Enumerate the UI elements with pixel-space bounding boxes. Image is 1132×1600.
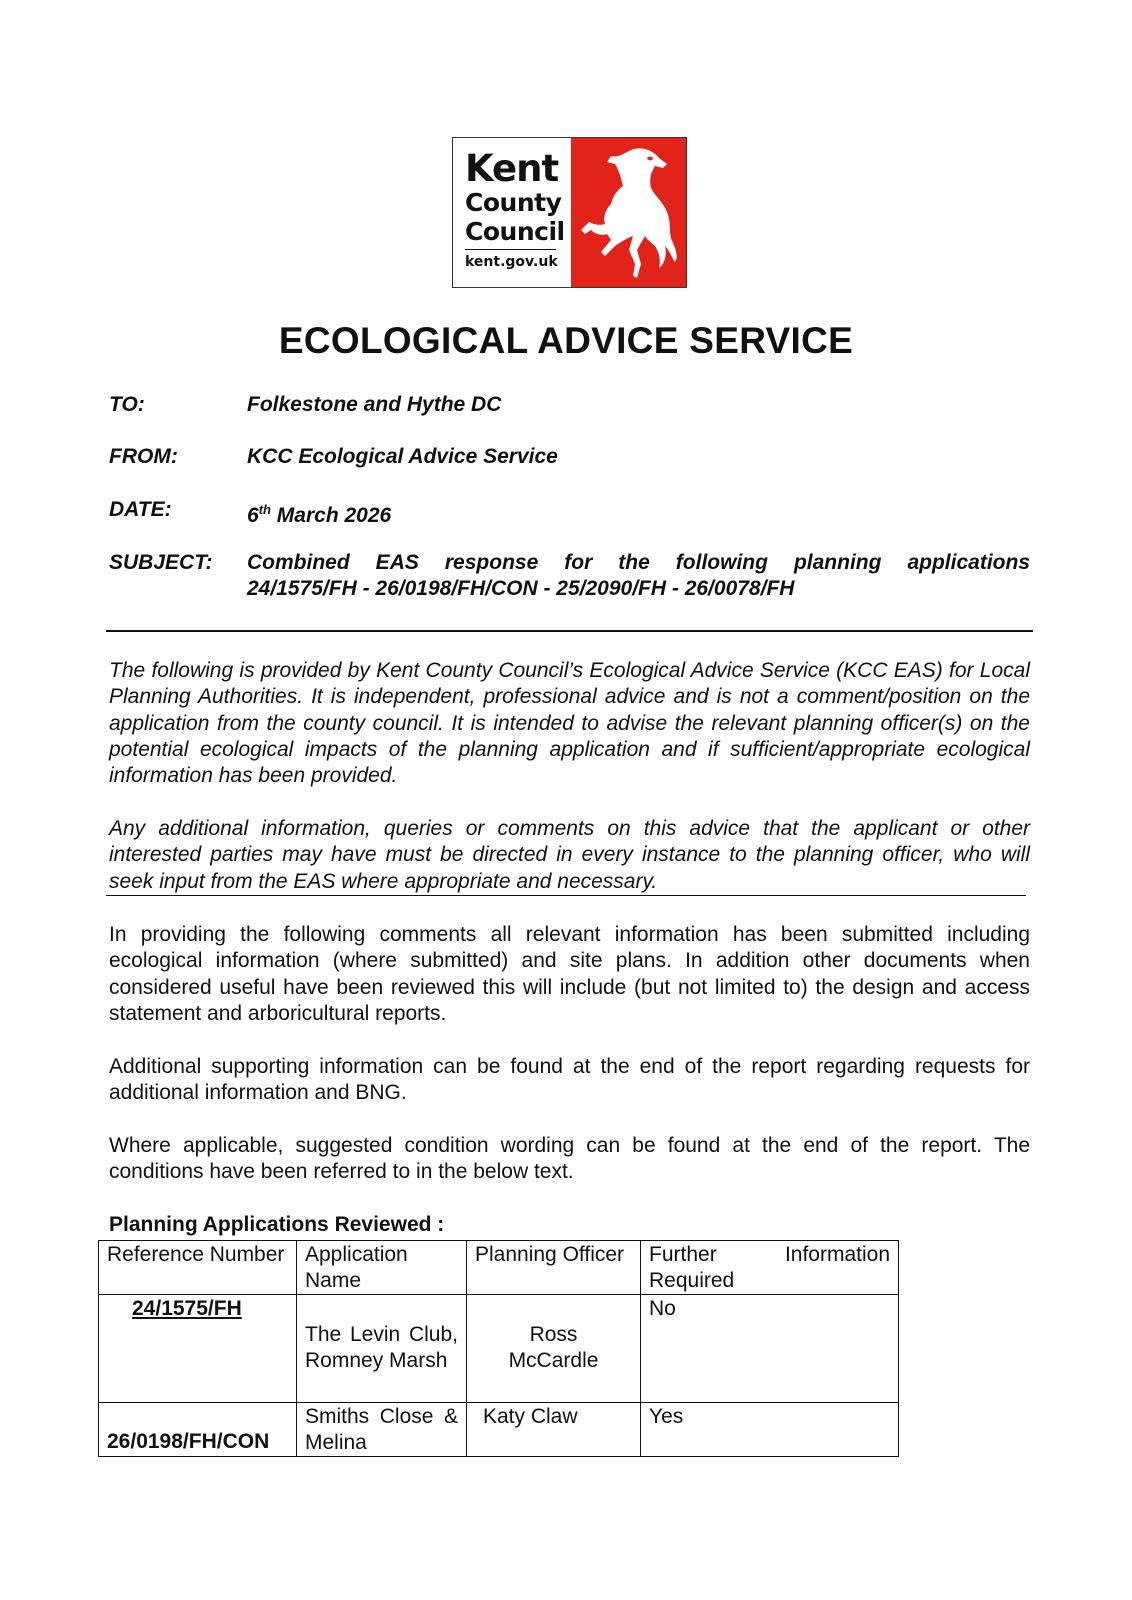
logo-red-panel: [571, 138, 686, 287]
logo-line-council: Council: [465, 217, 565, 246]
from-label: FROM:: [109, 445, 178, 468]
header-further-information: Further Information Required: [641, 1241, 899, 1295]
subject-line-1: Combined EAS response for the following planning applications: [247, 551, 1030, 574]
reference-number: 26/0198/FH/CON: [107, 1430, 270, 1453]
date-value: [247, 497, 1030, 529]
header-application-name: Application Name: [297, 1241, 467, 1295]
header-divider: [106, 630, 1033, 632]
header-reference-number: Reference Number: [99, 1241, 297, 1295]
date-suffix: th: [258, 502, 271, 517]
logo-rule: [465, 249, 556, 250]
cell-application-name: [297, 1295, 467, 1403]
applications-table-heading: Planning Applications Reviewed :: [109, 1213, 445, 1236]
application-name: The Levin Club, Romney Marsh: [305, 1323, 458, 1372]
table-row: [99, 1403, 899, 1457]
logo-line-county: County: [465, 188, 562, 217]
from-value: KCC Ecological Advice Service: [247, 445, 558, 468]
application-name: Smiths Close & Melina: [305, 1405, 458, 1454]
supporting-info-paragraph: Additional supporting information can be found at the end of the report regarding requests for additional information and BNG.: [109, 1055, 1030, 1105]
disclaimer-divider: [106, 895, 1026, 896]
cell-reference: [99, 1295, 297, 1403]
header-planning-officer: Planning Officer: [467, 1241, 641, 1295]
date-rest: March 2026: [270, 504, 392, 527]
table-row: [99, 1295, 899, 1403]
queries-paragraph: Any additional information, queries or comments on this advice that the applicant or other interested parties may have must be directed in every instance to the planning officer, who will seek input from the EAS where appropriate and necessary.: [109, 817, 1030, 893]
cell-further-information: Yes: [641, 1403, 899, 1457]
applications-table: [98, 1240, 899, 1457]
planning-officer: Ross McCardle: [508, 1323, 599, 1372]
cell-planning-officer: [467, 1295, 641, 1403]
date-label: DATE:: [109, 498, 172, 521]
cell-application-name: [297, 1403, 467, 1457]
cell-reference: [99, 1403, 297, 1457]
kent-county-council-logo: [452, 137, 687, 288]
logo-url: kent.gov.uk: [465, 254, 558, 270]
subject-label: SUBJECT:: [109, 551, 213, 574]
logo-line-kent: Kent: [465, 147, 559, 190]
to-label: TO:: [109, 393, 145, 416]
cell-further-information: No: [641, 1295, 899, 1403]
subject-line-2: 24/1575/FH - 26/0198/FH/CON - 25/2090/FH - 26/0078/FH: [247, 577, 795, 600]
table-header-row: [99, 1241, 899, 1295]
disclaimer-paragraph: The following is provided by Kent County Council’s Ecological Advice Service (KCC EAS) for Local Planning Authorities. It is independent, professional advice and is not a comment/position on the application from the county council. It is intended to advise the relevant planning officer(s) on the potential ecological impacts of the planning application and if sufficient/appropriate ecological information has been provided.: [109, 659, 1030, 788]
date-day: 6: [247, 504, 259, 527]
white-horse-icon: [571, 138, 686, 286]
information-paragraph: In providing the following comments all relevant information has been submitted including ecological information (where submitted) and site plans. In addition other documents when considered useful have been reviewed this will include (but not limited to) the design and access statement and arboricultural reports.: [109, 923, 1030, 1025]
logo-wordmark: [453, 138, 571, 287]
cell-planning-officer: Katy Claw: [467, 1403, 641, 1457]
reference-number: 24/1575/FH: [132, 1297, 242, 1320]
page-title: ECOLOGICAL ADVICE SERVICE: [278, 320, 854, 361]
conditions-paragraph: Where applicable, suggested condition wording can be found at the end of the report. The conditions have been referred to in the below text.: [109, 1134, 1030, 1184]
to-value: Folkestone and Hythe DC: [247, 393, 502, 416]
